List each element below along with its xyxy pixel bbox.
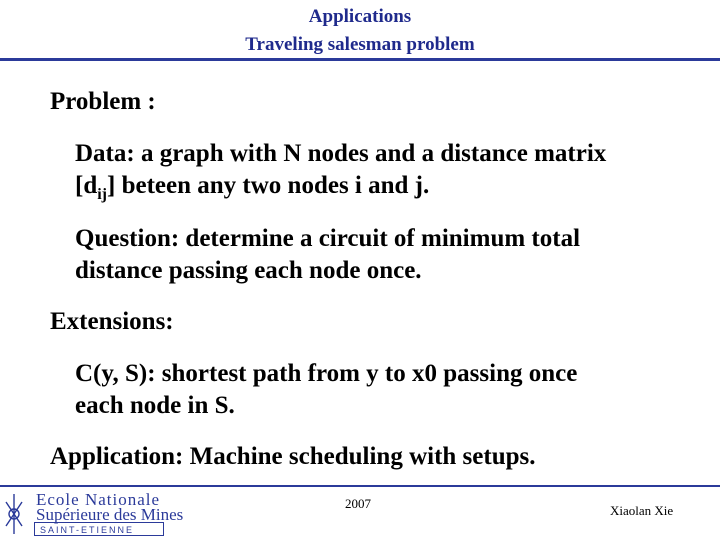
data-text-line2 [75, 170, 429, 201]
footer-year: 2007 [345, 496, 371, 511]
application-text: Application: Machine scheduling with setups. [50, 443, 536, 470]
matrix-suffix: ] beteen any two nodes i and j. [107, 172, 430, 199]
footer-divider [0, 485, 720, 487]
logo-text-line3: SAINT-ETIENNE [40, 525, 135, 535]
question-text-line2: distance passing each node once. [75, 257, 422, 284]
header-title: Applications [308, 6, 412, 27]
extensions-heading: Extensions: [50, 308, 174, 335]
question-text-line1: Question: determine a circuit of minimum total [75, 225, 581, 252]
matrix-subscript: ij [97, 186, 108, 203]
matrix-prefix: [d [75, 172, 98, 199]
header-subtitle: Traveling salesman problem [245, 34, 475, 55]
cys-text-line2: each node in S. [75, 392, 235, 419]
problem-heading: Problem : [50, 88, 156, 115]
logo-text-line2: Supérieure des Mines [36, 505, 184, 524]
slide-header [0, 0, 720, 62]
cys-text-line1: C(y, S): shortest path from y to x0 passing once [75, 360, 578, 387]
footer-author: Xiaolan Xie [610, 503, 674, 518]
logo-text-line1: Ecole Nationale [36, 490, 161, 509]
header-divider [0, 58, 720, 61]
data-text-line1: Data: a graph with N nodes and a distance matrix [75, 140, 607, 167]
